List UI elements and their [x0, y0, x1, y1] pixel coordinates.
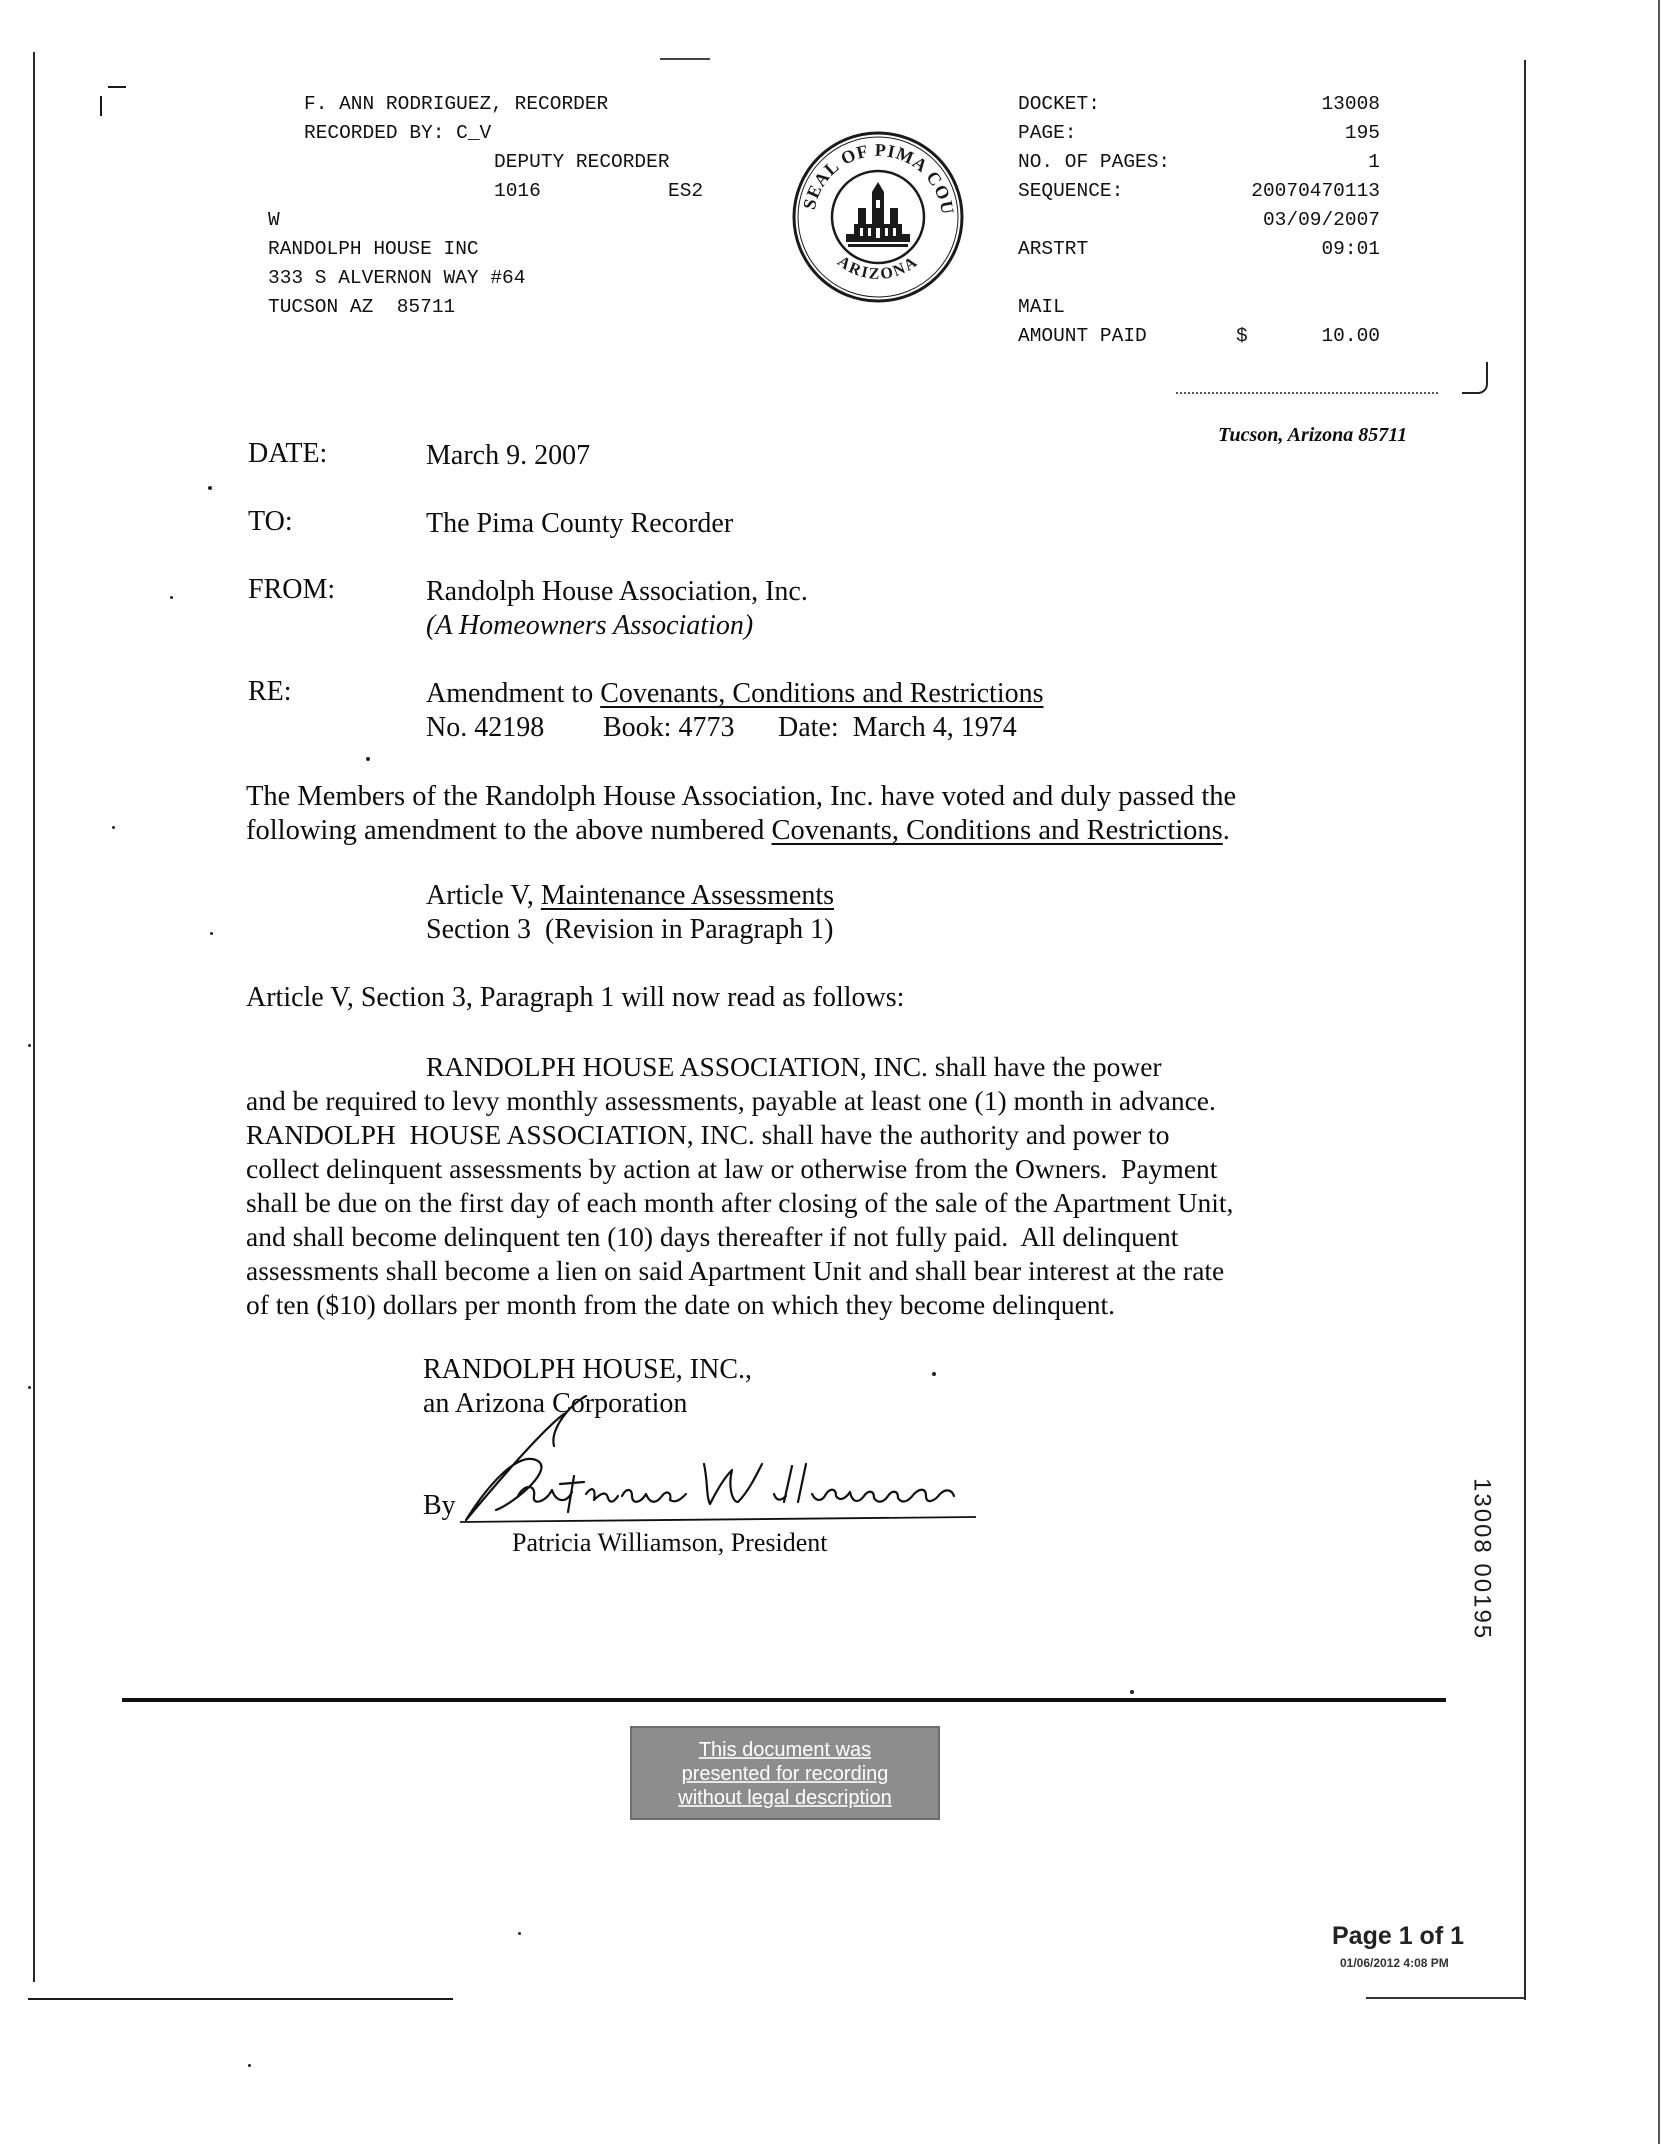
scan-speck	[366, 757, 370, 761]
margin-number-text: 13008 00195	[1468, 1478, 1496, 1641]
scan-artifact-dots	[1176, 392, 1438, 394]
scan-speck	[248, 2064, 251, 2067]
amendment-line-8: of ten ($10) dollars per month from the date on which they become delinquent.	[246, 1289, 1116, 1320]
num-pages-label: NO. OF PAGES:	[1018, 151, 1171, 173]
amendment-line-7: assessments shall become a lien on said Apartment Unit and shall bear interest at the rate	[246, 1255, 1225, 1286]
scan-speck	[170, 596, 173, 599]
reads-as-follows: Article V, Section 3, Paragraph 1 will now read as follows:	[246, 982, 905, 1013]
re-ccr-title: Covenants, Conditions and Restrictions	[600, 678, 1044, 709]
docket-label: DOCKET:	[1018, 93, 1100, 115]
re-label: RE:	[248, 676, 292, 707]
re-prefix: Amendment to	[426, 678, 601, 709]
recorded-by: RECORDED BY: C_V	[304, 122, 492, 144]
amount-value: 10.00	[1321, 325, 1380, 347]
amendment-line-5: shall be due on the first day of each month after closing of the sale of the Apartment Unit,	[246, 1187, 1234, 1218]
amendment-line-2: and be required to levy monthly assessments, payable at least one (1) month in advance.	[246, 1085, 1216, 1116]
scan-speck	[1130, 1690, 1134, 1694]
stamp-line-2: presented for recording	[681, 1763, 889, 1785]
no-legal-description-stamp	[630, 1726, 940, 1820]
signature-by: By	[423, 1490, 456, 1521]
arstrt-label: ARSTRT	[1018, 238, 1089, 260]
re-date: Date: March 4, 1974	[778, 712, 1017, 743]
currency-symbol: $	[1236, 325, 1248, 347]
deputy-code: 1016	[494, 180, 541, 202]
intro-ccr-title: Covenants, Conditions and Restrictions	[771, 815, 1223, 846]
article-title: Maintenance Assessments	[540, 880, 835, 911]
signature-corporation: an Arizona Corporation	[423, 1388, 688, 1419]
scan-speck	[518, 1932, 521, 1935]
intro-line-1: The Members of the Randolph House Association, Inc. have voted and duly passed the	[246, 781, 1237, 812]
letterhead-city: Tucson, Arizona 85711	[1218, 424, 1408, 446]
deputy-recorder: DEPUTY RECORDER	[494, 151, 670, 173]
amount-label: AMOUNT PAID	[1018, 325, 1147, 347]
scan-speck	[932, 1372, 936, 1376]
record-time: 09:01	[1321, 238, 1380, 260]
signer-name-title: Patricia Williamson, President	[512, 1528, 828, 1557]
record-date: 03/09/2007	[1262, 209, 1380, 231]
print-timestamp: 01/06/2012 4:08 PM	[1340, 1956, 1449, 1970]
corner-mark-top	[108, 86, 126, 88]
article-heading	[426, 880, 834, 912]
page-value: 195	[1344, 122, 1380, 144]
scan-speck	[208, 486, 212, 490]
re-subject	[426, 678, 1044, 710]
stamp-line-3: without legal description	[678, 1787, 892, 1809]
sequence-value: 20070470113	[1251, 180, 1380, 202]
scan-speck	[112, 826, 115, 829]
seal-top-text: SEAL OF PIMA COU	[798, 139, 959, 217]
intro-line-2	[246, 814, 1230, 848]
margin-recording-number	[1468, 1478, 1502, 1641]
docket-value: 13008	[1321, 93, 1380, 115]
mail-label: MAIL	[1018, 296, 1065, 318]
from-value: Randolph House Association, Inc.	[426, 576, 808, 607]
scan-speck	[210, 932, 213, 935]
article-prefix: Article V,	[426, 880, 541, 911]
w-marker: W	[268, 209, 280, 231]
recorder-name: F. ANN RODRIGUEZ, RECORDER	[304, 93, 609, 115]
left-border-line	[33, 52, 35, 1982]
right-border-line	[1524, 60, 1526, 2000]
article-section: Section 3 (Revision in Paragraph 1)	[426, 914, 834, 945]
from-label: FROM:	[248, 574, 336, 605]
return-address-line-3: TUCSON AZ 85711	[268, 296, 456, 318]
amendment-line-1: RANDOLPH HOUSE ASSOCIATION, INC. shall have the power	[426, 1051, 1162, 1082]
re-book: Book: 4773	[603, 712, 735, 743]
signature-entity: RANDOLPH HOUSE, INC.,	[423, 1354, 753, 1385]
bottom-right-line	[1366, 1997, 1526, 1999]
top-edge-line	[660, 58, 710, 60]
amendment-line-6: and shall become delinquent ten (10) days thereafter if not fully paid. All delinquent	[246, 1221, 1179, 1252]
date-value: March 9. 2007	[426, 440, 591, 471]
scan-speck	[28, 1044, 31, 1047]
page-count: Page 1 of 1	[1332, 1922, 1464, 1950]
date-label: DATE:	[248, 438, 328, 469]
re-number: No. 42198	[426, 712, 545, 743]
to-label: TO:	[248, 506, 293, 537]
far-right-edge-line	[1658, 0, 1660, 2144]
scan-speck	[28, 1386, 31, 1389]
amendment-line-3: RANDOLPH HOUSE ASSOCIATION, INC. shall have the authority and power to	[246, 1119, 1170, 1150]
amendment-line-4: collect delinquent assessments by action at law or otherwise from the Owners. Payment	[246, 1153, 1218, 1184]
page-label: PAGE:	[1018, 122, 1077, 144]
corner-mark-top-v	[100, 96, 102, 116]
from-subtitle: (A Homeowners Association)	[426, 610, 754, 641]
return-address-line-1: RANDOLPH HOUSE INC	[268, 238, 479, 260]
svg-text:ARIZONA	[834, 253, 921, 283]
county-seal	[790, 128, 966, 306]
bottom-left-line	[28, 1998, 453, 2000]
intro-line-2-prefix: following amendment to the above numbered	[246, 815, 772, 846]
intro-line-2-suffix: .	[1222, 815, 1230, 846]
to-value: The Pima County Recorder	[426, 508, 734, 539]
return-address-line-2: 333 S ALVERNON WAY #64	[268, 267, 526, 289]
deputy-code-2: ES2	[668, 180, 704, 202]
sequence-label: SEQUENCE:	[1018, 180, 1124, 202]
bottom-separator-rule	[122, 1698, 1446, 1702]
handwritten-signature	[456, 1392, 996, 1532]
stamp-line-1: This document was	[698, 1739, 872, 1761]
seal-bottom-text: ARIZONA	[834, 252, 922, 284]
num-pages-value: 1	[1368, 151, 1380, 173]
corner-bracket	[1462, 362, 1488, 394]
